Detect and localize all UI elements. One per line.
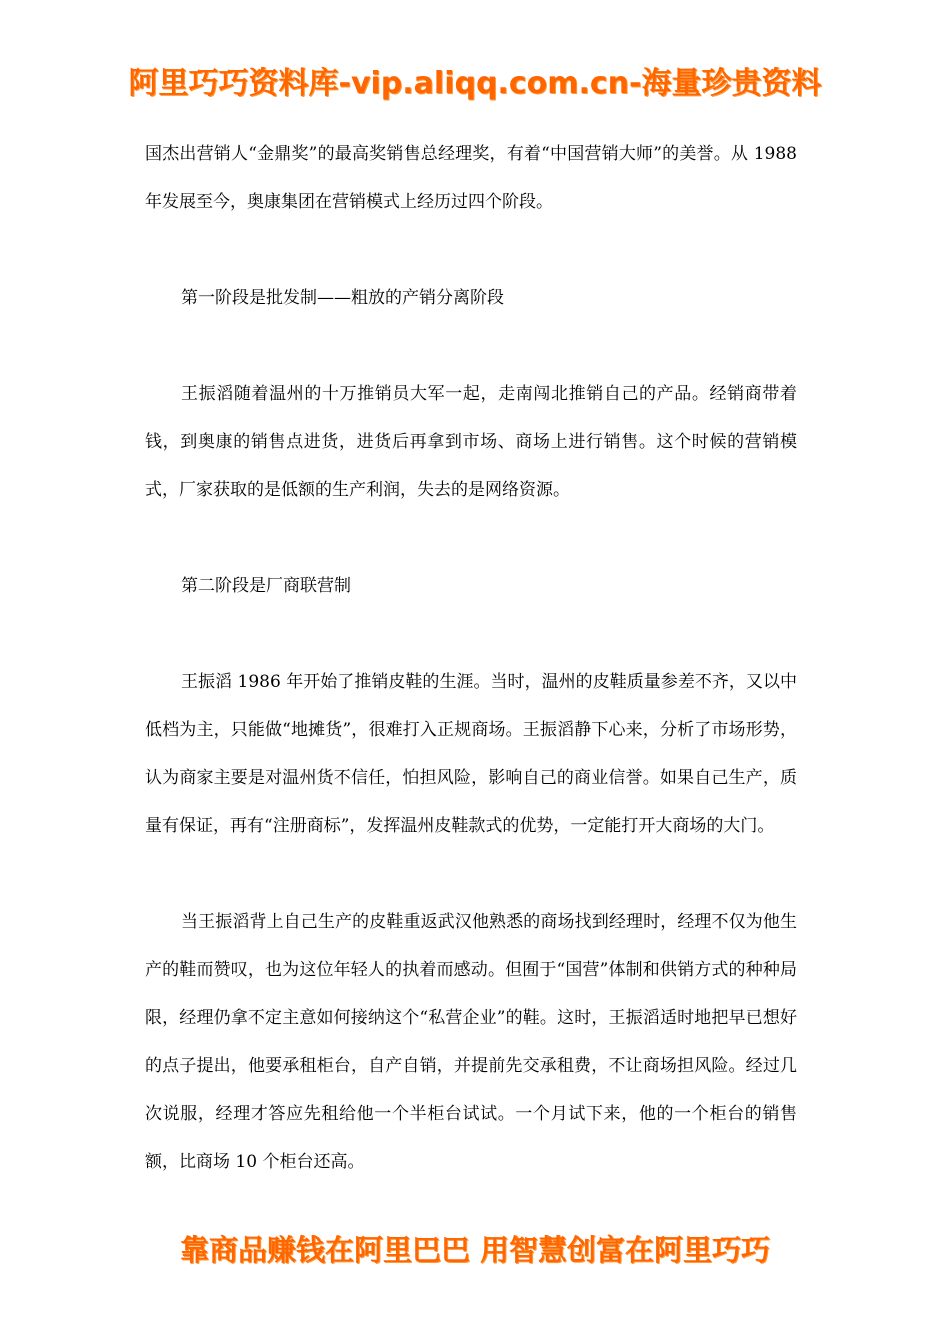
paragraph-gap: [145, 514, 797, 562]
paragraph-gap: [145, 322, 797, 370]
heading-stage-two: 第二阶段是厂商联营制: [181, 576, 351, 596]
paragraph-gap: [145, 610, 797, 658]
paragraph-gap: [145, 226, 797, 274]
footer-banner: 靠商品赚钱在阿里巴巴 用智慧创富在阿里巧巧: [179, 1233, 771, 1267]
paragraph-stage-one: 王振滔随着温州的十万推销员大军一起，走南闯北推销自己的产品。经销商带着钱，到奥康的销售点进货，进货后再拿到市场、商场上进行销售。这个时候的营销模式，厂家获取的是低额的生产利润，失去的是网络资源。: [145, 384, 797, 500]
paragraph-intro: 国杰出营销人“金鼎奖”的最高奖销售总经理奖，有着“中国营销大师”的美誉。从 1988 年发展至今，奥康集团在营销模式上经历过四个阶段。: [145, 144, 797, 212]
paragraph-gap: [145, 850, 797, 898]
paragraph-wuhan-story: 当王振滔背上自己生产的皮鞋重返武汉他熟悉的商场找到经理时，经理不仅为他生产的鞋而赞叹，也为这位年轻人的执着而感动。但囿于“国营”体制和供销方式的种种局限，经理仍拿不定主意如何接纳这个“私营企业”的鞋。这时，王振滔适时地把早已想好的点子提出，他要承租柜台，自产自销，并提前先交承租费，不让商场担风险。经过几次说服，经理才答应先租给他一个半柜台试试。一个月试下来，他的一个柜台的销售额，比商场 10 个柜台还高。: [145, 912, 797, 1172]
header-banner: 阿里巧巧资料库-vip.aliqq.com.cn-海量珍贵资料: [128, 66, 822, 101]
heading-stage-one: 第一阶段是批发制——粗放的产销分离阶段: [181, 288, 504, 308]
paragraph-stage-two: 王振滔 1986 年开始了推销皮鞋的生涯。当时，温州的皮鞋质量参差不齐，又以中低档为主，只能做“地摊货”，很难打入正规商场。王振滔静下心来，分析了市场形势，认为商家主要是对温州货不信任，怕担风险，影响自己的商业信誉。如果自己生产，质量有保证，再有“注册商标”，发挥温州皮鞋款式的优势，一定能打开大商场的大门。: [145, 672, 797, 836]
document-body: [145, 130, 797, 1186]
